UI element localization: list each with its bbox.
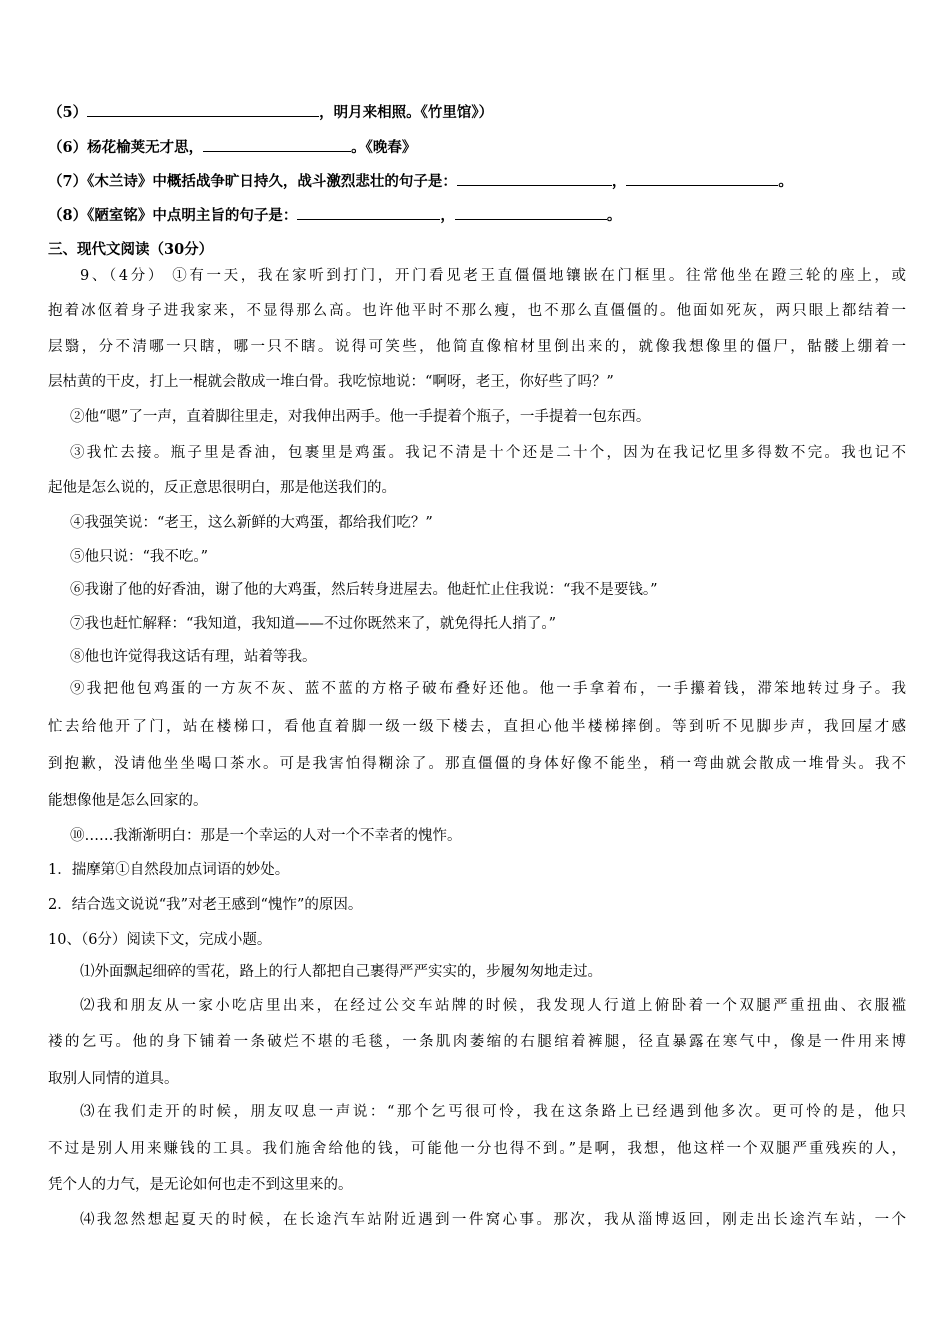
- q9-line: 层翳，分不清哪一只瞎，哪一只不瞎。说得可笑些，他简直像棺材里倒出来的，就像我想像里的僵尸，骷髅上绷着一: [48, 339, 906, 355]
- q10-line: 凭个人的力气，是无论如何也走不到这里来的。: [48, 1177, 353, 1193]
- fill-in-8-after: 。: [606, 207, 622, 224]
- q10-line: ⑶在我们走开的时候，朋友叹息一声说：“那个乞丐很可怜，我在这条路上已经遇到他多次。更可怜的是，他只: [80, 1104, 906, 1120]
- q9-line: ⑤他只说：“我不吃。”: [70, 549, 209, 565]
- fill-in-5-after: ，明月来相照。《竹里馆》）: [319, 104, 494, 121]
- q10-heading: 10、（6分）阅读下文，完成小题。: [48, 932, 272, 948]
- q10-line: 取别人同情的道具。: [48, 1071, 179, 1087]
- fill-in-5: [48, 102, 493, 123]
- answer-blank[interactable]: [626, 171, 778, 186]
- fill-in-7: [48, 171, 793, 192]
- answer-blank[interactable]: [87, 102, 319, 117]
- q9-line: ⑦我也赶忙解释：“我知道，我知道——不过你既然来了，就免得托人捎了。”: [70, 616, 557, 632]
- q9-line: ④我强笑说：“老王，这么新鲜的大鸡蛋，都给我们吃？”: [70, 515, 433, 531]
- q9-line: 抱着冰伛着身子进我家来，不显得那么高。也许他平时不那么瘦，也不那么直僵僵的。他面如死灰，两只眼上都结着一: [48, 303, 906, 319]
- fill-in-8-label: （8）《陋室铭》中点明主旨的句子是：: [48, 207, 298, 224]
- q9-line: 起他是怎么说的，反正意思很明白，那是他送我们的。: [48, 480, 396, 496]
- q10-line: ⑵我和朋友从一家小吃店里出来，在经过公交车站牌的时候，我发现人行道上俯卧着一个双腿严重扭曲、衣服褴: [80, 998, 906, 1014]
- q10-line: ⑷我忽然想起夏天的时候，在长途汽车站附近遇到一件窝心事。那次，我从淄博返回，刚走出长途汽车站，一个: [80, 1212, 906, 1228]
- fill-in-7-label: （7）《木兰诗》中概括战争旷日持久，战斗激烈悲壮的句子是：: [48, 173, 457, 190]
- fill-in-6-after: 。《晚春》: [351, 139, 417, 156]
- q9-line: ⑥我谢了他的好香油，谢了他的大鸡蛋，然后转身进屋去。他赶忙止住我说：“我不是要钱。”: [70, 582, 658, 598]
- q9-line: ②他“嗯”了一声，直着脚往里走，对我伸出两手。他一手提着个瓶子，一手提着一包东西。: [70, 409, 651, 425]
- q9-line: ③我忙去接。瓶子里是香油，包裹里是鸡蛋。我记不清是十个还是二十个，因为在我记忆里多得数不完。我也记不: [70, 445, 906, 461]
- q9-question-1: 1．揣摩第①自然段加点词语的妙处。: [48, 862, 290, 878]
- q9-line: ⑨我把他包鸡蛋的一方灰不灰、蓝不蓝的方格子破布叠好还他。他一手拿着布，一手攥着钱，滞笨地转过身子。我: [70, 681, 906, 697]
- fill-in-6-label: （6）杨花榆荚无才思，: [48, 139, 204, 156]
- q9-line: 层枯黄的干皮，打上一棍就会散成一堆白骨。我吃惊地说：“啊呀，老王，你好些了吗？”: [48, 374, 614, 390]
- q9-line: ⑧他也许觉得我这话有理，站着等我。: [70, 649, 317, 665]
- q9-line: ⑩……我渐渐明白：那是一个幸运的人对一个不幸者的愧怍。: [70, 828, 462, 844]
- q9-line: 到抱歉，没请他坐坐喝口茶水。可是我害怕得糊涂了。那直僵僵的身体好像不能坐，稍一弯曲就会散成一堆骨头。我不: [48, 756, 906, 772]
- fill-in-8: [48, 205, 621, 226]
- answer-blank[interactable]: [457, 171, 612, 186]
- q9-line: 9、（4分） ①有一天，我在家听到打门，开门看见老王直僵僵地镶嵌在门框里。往常他坐在蹬三轮的座上，或: [80, 268, 906, 284]
- fill-in-7-after: 。: [778, 173, 793, 190]
- q10-line: ⑴外面飘起细碎的雪花，路上的行人都把自己裹得严严实实的，步履匆匆地走过。: [80, 964, 602, 980]
- fill-in-6: [48, 137, 416, 158]
- q9-line: 能想像他是怎么回家的。: [48, 793, 208, 809]
- answer-blank[interactable]: [455, 205, 607, 220]
- q9-question-2: 2．结合选文说说“我”对老王感到“愧怍”的原因。: [48, 897, 363, 913]
- answer-blank[interactable]: [203, 137, 351, 152]
- answer-blank[interactable]: [297, 205, 440, 220]
- fill-in-5-label: （5）: [48, 104, 88, 121]
- q9-line: 忙去给他开了门，站在楼梯口，看他直着脚一级一级下楼去，直担心他半楼梯摔倒。等到听不见脚步声，我回屋才感: [48, 719, 906, 735]
- q10-line: 不过是别人用来赚钱的工具。我们施舍给他的钱，可能他一分也得不到。”是啊，我想，他这样一个双腿严重残疾的人，: [48, 1141, 906, 1157]
- q10-line: 褛的乞丐。他的身下铺着一条破烂不堪的毛毯，一条肌肉萎缩的右腿绾着裤腿，径直暴露在寒气中，像是一件用来博: [48, 1034, 906, 1050]
- section-title: 三、现代文阅读（30分）: [48, 241, 214, 258]
- fill-in-7-mid: ，: [611, 173, 627, 190]
- fill-in-8-mid: ，: [440, 207, 455, 224]
